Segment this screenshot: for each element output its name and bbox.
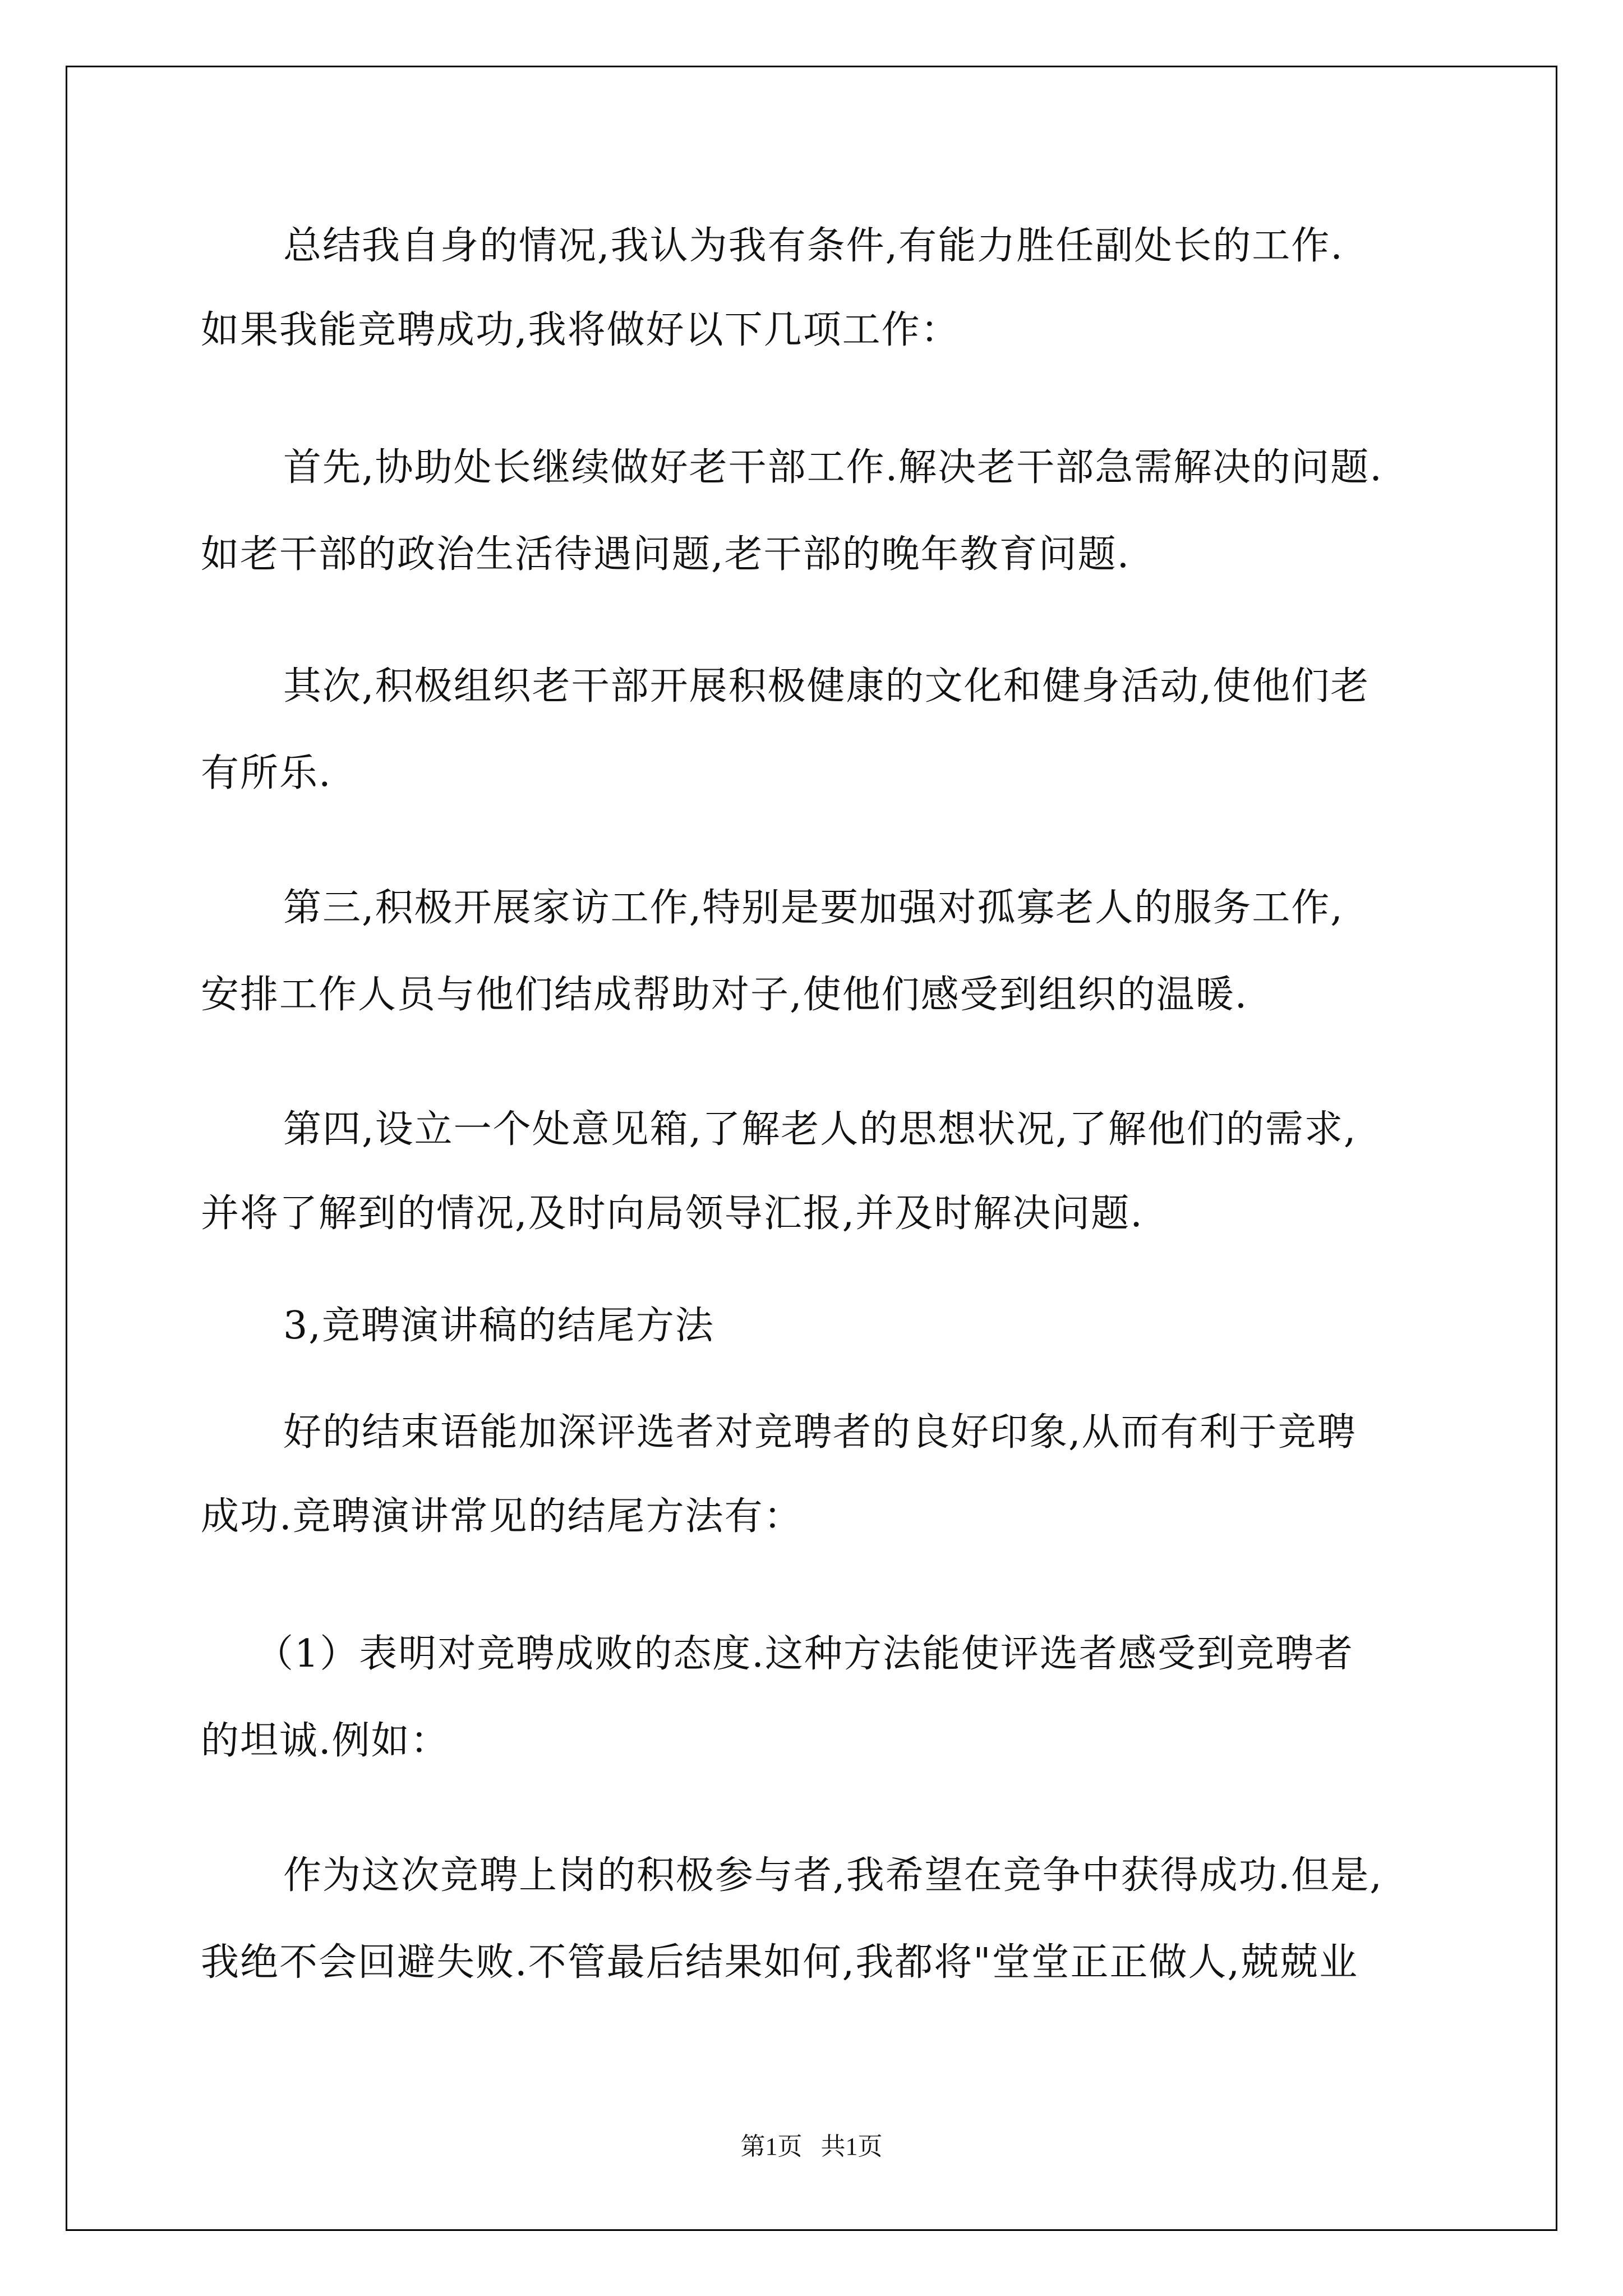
body-line-9: 第四,设立一个处意见箱,了解老人的思想状况,了解他们的需求, [283,1107,1357,1152]
page-number-footer: 第1页 共1页 [740,2133,883,2160]
body-line-6: 有所乐. [201,751,332,795]
body-line-4: 如老干部的政治生活待遇问题,老干部的晚年教育问题. [201,532,1131,577]
body-line-5: 其次,积极组织老干部开展积极健康的文化和健身活动,使他们老 [283,664,1370,708]
body-line-14: （1）表明对竞聘成败的态度.这种方法能使评选者感受到竞聘者 [255,1632,1354,1676]
body-line-16: 作为这次竞聘上岗的积极参与者,我希望在竞争中获得成功.但是, [283,1853,1383,1898]
body-line-2: 如果我能竞聘成功,我将做好以下几项工作： [201,308,960,352]
body-line-15: 的坦诚.例如： [201,1719,450,1763]
body-line-7: 第三,积极开展家访工作,特别是要加强对孤寡老人的服务工作, [283,886,1344,930]
body-line-17: 我绝不会回避失败.不管最后结果如何,我都将"堂堂正正做人,兢兢业 [201,1940,1359,1985]
section-heading: 3,竞聘演讲稿的结尾方法 [283,1304,714,1348]
body-line-3: 首先,协助处长继续做好老干部工作.解决老干部急需解决的问题. [283,445,1383,490]
body-line-10: 并将了解到的情况,及时向局领导汇报,并及时解决问题. [201,1191,1144,1236]
body-line-8: 安排工作人员与他们结成帮助对子,使他们感受到组织的温暖. [201,973,1248,1017]
body-line-12: 好的结束语能加深评选者对竞聘者的良好印象,从而有利于竞聘 [283,1410,1357,1455]
body-line-1: 总结我自身的情况,我认为我有条件,有能力胜任副处长的工作. [283,224,1344,268]
body-line-13: 成功.竞聘演讲常见的结尾方法有： [201,1494,803,1539]
